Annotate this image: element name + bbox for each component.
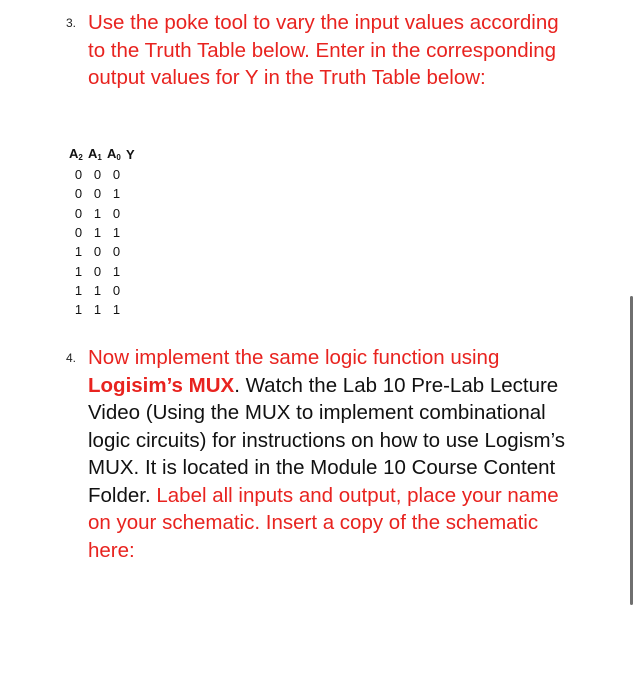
header-a0: $A_0$ xyxy=(107,146,121,162)
table-row xyxy=(69,281,138,300)
cell-y xyxy=(126,300,138,319)
cell-a1: 1 xyxy=(93,205,102,221)
header-a1: $A_1$ xyxy=(88,146,102,162)
cell-a2: 1 xyxy=(74,282,83,298)
item-4-text-body: . Watch the Lab 10 Pre-Lab Lecture Video (Using the MUX to implement combinational logic circuits) for instructions on how to use Logism’s MUX. It is located in the Module 10 Course Content Folder. xyxy=(88,373,566,507)
cell-y xyxy=(126,204,138,223)
cell-a0: 1 xyxy=(112,263,121,279)
header-y: Y xyxy=(126,146,135,162)
table-row xyxy=(69,184,138,203)
item-4-text-emphasis: Logisim’s MUX xyxy=(88,373,235,397)
item-4-text xyxy=(88,344,566,564)
item-4-text-instructions: Label all inputs and output, place your name on your schematic. Insert a copy of the schematic here: xyxy=(88,483,559,562)
cell-a2: 0 xyxy=(74,167,83,183)
table-row xyxy=(69,242,138,261)
item-4-text-intro: Now implement the same logic function using xyxy=(88,346,500,369)
cell-a1: 0 xyxy=(93,263,102,279)
cell-a2: 1 xyxy=(74,263,83,279)
cell-a2: 1 xyxy=(74,244,83,260)
table-row xyxy=(69,165,138,184)
cell-a1: 0 xyxy=(93,244,102,260)
item-number: 3. xyxy=(66,16,77,30)
cell-y xyxy=(126,242,138,261)
instruction-item-3 xyxy=(66,9,566,92)
cell-a0: 1 xyxy=(112,186,121,202)
table-row xyxy=(69,300,138,319)
truth-table xyxy=(69,143,138,319)
instruction-item-4 xyxy=(66,344,566,564)
cell-a1: 1 xyxy=(93,225,102,241)
cell-a0: 0 xyxy=(112,205,121,221)
cell-a1: 1 xyxy=(93,282,102,298)
cell-y xyxy=(126,261,138,280)
cell-a2: 0 xyxy=(74,186,83,202)
item-number: 4. xyxy=(66,351,77,365)
table-row xyxy=(69,204,138,223)
cell-y xyxy=(126,223,138,242)
cell-a1: 0 xyxy=(93,167,102,183)
vertical-scrollbar[interactable] xyxy=(630,296,633,605)
cell-a0: 0 xyxy=(112,244,121,260)
cell-a0: 0 xyxy=(112,167,121,183)
cell-y xyxy=(126,184,138,203)
cell-a0: 1 xyxy=(112,225,121,241)
cell-y xyxy=(126,281,138,300)
cell-a2: 0 xyxy=(74,205,83,221)
table-row xyxy=(69,223,138,242)
cell-a0: 1 xyxy=(112,302,121,318)
cell-a1: 1 xyxy=(93,302,102,318)
item-3-text: Use the poke tool to vary the input values according to the Truth Table below. Enter in the corresponding output values for Y in the Truth Table below: xyxy=(88,11,559,89)
cell-a2: 1 xyxy=(74,302,83,318)
cell-a2: 0 xyxy=(74,225,83,241)
table-row xyxy=(69,261,138,280)
cell-a0: 0 xyxy=(112,282,121,298)
truth-table-header-row xyxy=(69,143,138,165)
cell-a1: 0 xyxy=(93,186,102,202)
header-a2: $A_2$ xyxy=(69,146,83,162)
cell-y xyxy=(126,165,138,184)
